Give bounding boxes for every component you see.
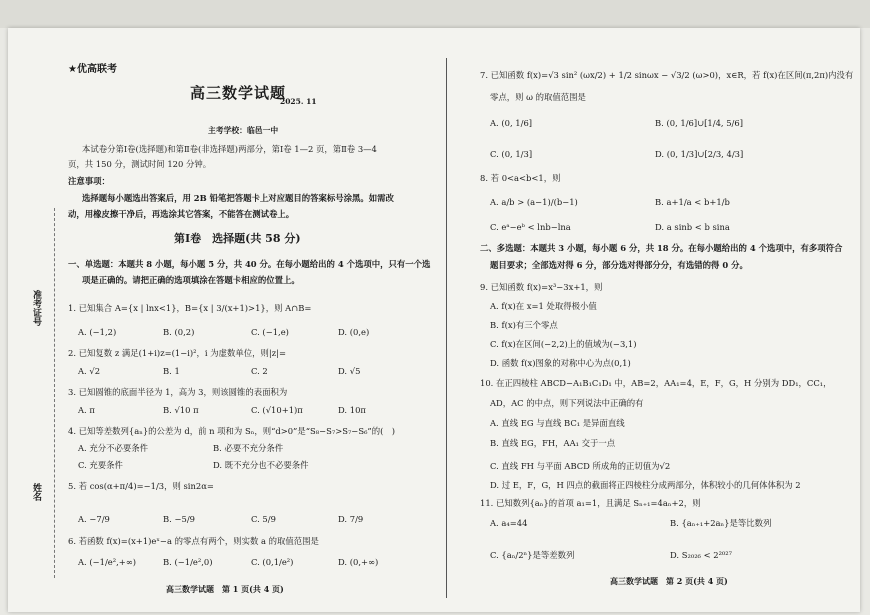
- question-10-stem-line-2: AD，AC 的中点，则下列说法中正确的有: [490, 398, 644, 408]
- question-7-stem-line-1: 7. 已知函数 f(x)=√3 sin² (ωx/2) + 1/2 sinωx − √3/2 (ω>0)，x∈R，若 f(x)在区间(π,2π)内没有: [480, 70, 854, 80]
- part-1-title: 第Ⅰ卷 选择题(共 58 分): [174, 232, 301, 245]
- question-5-option-b: B. −5/9: [163, 514, 195, 524]
- question-10-option-a: A. 直线 EG 与直线 BC₁ 是异面直线: [490, 418, 625, 428]
- question-2-option-c: C. 2: [251, 366, 268, 376]
- top-background: [0, 0, 870, 28]
- question-9-option-d: D. 函数 f(x)图象的对称中心为点(0,1): [490, 358, 631, 368]
- section-2-instructions-2: 题目要求；全部选对得 6 分，部分选对得部分分，有选错的得 0 分。: [490, 260, 748, 270]
- question-3-stem: 3. 已知圆锥的底面半径为 1，高为 3，则该圆锥的表面积为: [68, 387, 288, 397]
- page-title: 高三数学试题: [190, 84, 287, 102]
- question-11-option-b: B. {aₙ₊₁+2aₙ}是等比数列: [670, 518, 772, 528]
- question-5-option-a: A. −7/9: [78, 514, 110, 524]
- question-1-stem: 1. 已知集合 A={x | lnx<1}，B={x | 3/(x+1)>1}，则 A∩B=: [68, 303, 312, 313]
- question-3-option-d: D. 10π: [338, 405, 366, 415]
- page-divider: [446, 58, 447, 598]
- name-label: 姓名: [31, 483, 41, 501]
- question-7-option-a: A. (0, 1/6]: [490, 118, 533, 128]
- question-1-option-d: D. (0,e): [338, 327, 370, 337]
- question-7-option-c: C. (0, 1/3]: [490, 149, 533, 159]
- question-6-option-d: D. (0,+∞): [338, 557, 379, 567]
- question-9-option-c: C. f(x)在区间(−2,2)上的值域为(−3,1): [490, 339, 637, 349]
- note-1-line-2: 动，用橡皮擦干净后，再选涂其它答案，不能答在测试卷上。: [68, 209, 295, 219]
- question-4-option-d: D. 既不充分也不必要条件: [213, 460, 309, 470]
- question-10-stem-line-1: 10. 在正四棱柱 ABCD−A₁B₁C₁D₁ 中，AB=2，AA₁=4，E，F，G，H 分别为 DD₁，CC₁，: [480, 378, 832, 388]
- question-11-option-c: C. {aₙ/2ⁿ}是等差数列: [490, 550, 575, 560]
- question-4-option-b: B. 必要不充分条件: [213, 443, 284, 453]
- question-6-option-c: C. (0,1/e²): [251, 557, 294, 567]
- question-8-option-b: B. a+1/a < b+1/b: [655, 197, 730, 207]
- question-6-option-b: B. (−1/e²,0): [163, 557, 213, 567]
- question-10-option-c: C. 直线 FH 与平面 ABCD 所成角的正切值为√2: [490, 461, 671, 471]
- question-7-stem-line-2: 零点，则 ω 的取值范围是: [490, 92, 586, 102]
- question-8-option-a: A. a/b > (a−1)/(b−1): [490, 197, 578, 207]
- host-school: 主考学校：临邑一中: [208, 126, 279, 135]
- notes-title: 注意事项：: [68, 176, 110, 186]
- brand-label: ★优高联考: [68, 64, 117, 75]
- question-8-option-c: C. eᵃ−eᵇ < lnb−lna: [490, 222, 571, 232]
- question-2-stem: 2. 已知复数 z 满足(1+i)z=(1−i)²，i 为虚数单位，则|z|=: [68, 348, 286, 358]
- question-9-option-a: A. f(x)在 x=1 处取得极小值: [490, 301, 597, 311]
- question-9-option-b: B. f(x)有三个零点: [490, 320, 558, 330]
- question-10-option-d: D. 过 E，F，G，H 四点的截面将正四棱柱分成两部分，体积较小的几何体体积为 2: [490, 480, 801, 490]
- question-5-option-d: D. 7/9: [338, 514, 364, 524]
- question-1-option-c: C. (−1,e): [251, 327, 289, 337]
- exam-paper: [8, 28, 860, 612]
- question-3-option-c: C. (√10+1)π: [251, 405, 303, 415]
- question-5-option-c: C. 5/9: [251, 514, 276, 524]
- question-4-option-c: C. 充要条件: [78, 460, 123, 470]
- question-3-option-a: A. π: [78, 405, 95, 415]
- question-1-option-a: A. (−1,2): [78, 327, 117, 337]
- page-2: [450, 28, 860, 612]
- question-11-option-d: D. S₂₀₂₆ < 2²⁰²⁷: [670, 550, 733, 560]
- page-1: [8, 28, 438, 612]
- question-2-option-a: A. √2: [78, 366, 101, 376]
- question-3-option-b: B. √10 π: [163, 405, 199, 415]
- question-11-stem: 11. 已知数列{aₙ}的首项 a₁=1，且满足 Sₙ₊₁=4aₙ+2，则: [480, 498, 701, 508]
- question-2-option-b: B. 1: [163, 366, 180, 376]
- question-5-stem: 5. 若 cos(α+π/4)=−1/3，则 sin2α=: [68, 481, 214, 491]
- exam-number-label: 准考证号: [31, 290, 41, 326]
- question-11-option-a: A. a₄=44: [490, 518, 528, 528]
- exam-date: 2025. 11: [280, 97, 317, 106]
- question-6-option-a: A. (−1/e²,+∞): [78, 557, 137, 567]
- question-8-option-d: D. a sinb < b sina: [655, 222, 730, 232]
- section-2-instructions-1: 二、多选题：本题共 3 小题，每小题 6 分，共 18 分。在每小题给出的 4 个选项中，有多项符合: [480, 243, 843, 253]
- page-1-footer: 高三数学试题 第 1 页(共 4 页): [166, 584, 284, 594]
- question-7-option-d: D. (0, 1/3]∪[2/3, 4/3]: [655, 149, 744, 159]
- question-4-stem: 4. 已知等差数列{aₙ}的公差为 d，前 n 项和为 Sₙ，则“d>0”是“S₈−S₇>S₇−S₆”的( ): [68, 426, 395, 436]
- note-1-line-1: 选择题每小题选出答案后，用 2B 铅笔把答题卡上对应题目的答案标号涂黑。如需改: [82, 193, 394, 203]
- question-7-option-b: B. (0, 1/6]∪[1/4, 5/6]: [655, 118, 743, 128]
- page-2-footer: 高三数学试题 第 2 页(共 4 页): [610, 576, 728, 586]
- question-1-option-b: B. (0,2): [163, 327, 195, 337]
- section-1-instructions-1: 一、单选题：本题共 8 小题，每小题 5 分，共 40 分。在每小题给出的 4 个选项中，只有一个选: [68, 259, 431, 269]
- question-2-option-d: D. √5: [338, 366, 361, 376]
- question-6-stem: 6. 若函数 f(x)=(x+1)eˣ−a 的零点有两个，则实数 a 的取值范围是: [68, 536, 319, 546]
- question-9-stem: 9. 已知函数 f(x)=x³−3x+1，则: [480, 282, 603, 292]
- question-10-option-b: B. 直线 EG，FH，AA₁ 交于一点: [490, 438, 616, 448]
- question-4-option-a: A. 充分不必要条件: [78, 443, 148, 453]
- intro-line-2: 页，共 150 分，测试时间 120 分钟。: [68, 159, 212, 169]
- section-1-instructions-2: 项是正确的。请把正确的选项填涂在答题卡相应的位置上。: [82, 275, 300, 285]
- intro-line-1: 本试卷分第Ⅰ卷(选择题)和第Ⅱ卷(非选择题)两部分，第Ⅰ卷 1—2 页，第Ⅱ卷 3—4: [82, 144, 377, 154]
- question-8-stem: 8. 若 0<a<b<1，则: [480, 173, 561, 183]
